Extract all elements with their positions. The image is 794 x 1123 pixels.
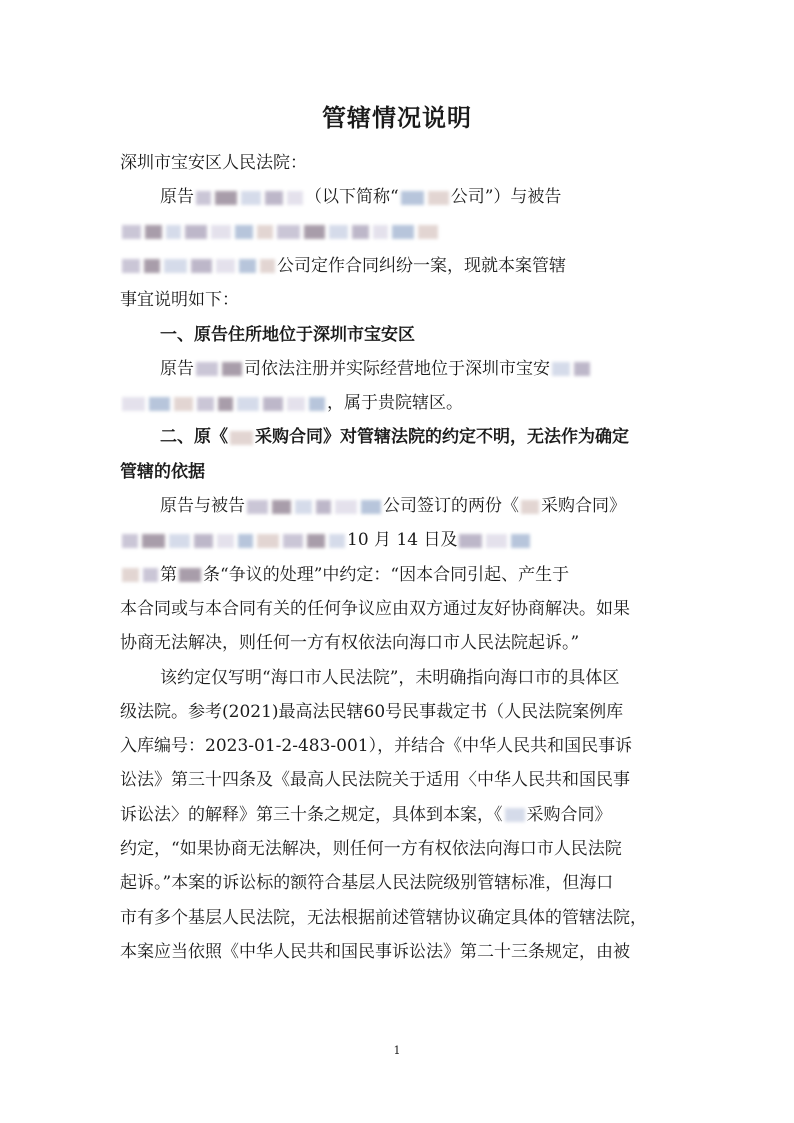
redaction-block [197,397,214,411]
redaction-block [215,191,237,205]
redaction-block [144,259,160,273]
text-line [120,386,680,420]
text-segment: 起诉。”本案的诉讼标的额符合基层人民法院级别管辖标准，但海口 [120,873,614,894]
text-segment: 第 [160,564,177,585]
text-segment: 一、原告住所地位于深圳市宝安区 [160,324,415,345]
redaction-block [222,362,242,376]
page-number: 1 [393,1044,401,1057]
redaction-block [418,225,438,239]
text-segment: 公司定作合同纠纷一案，现就本案管辖 [277,255,566,276]
redaction-block [304,225,325,239]
text-segment: 10 月 14 日及 [347,530,458,551]
text-segment: 原告 [160,187,194,208]
redaction-block [179,568,201,582]
redaction-block [142,534,165,548]
redaction-block [511,534,530,548]
text-line [120,763,680,797]
text-segment: 采购合同》对管辖法院的约定不明，无法作为确定 [255,427,629,448]
text-segment: 司依法注册并实际经营地位于深圳市宝安 [244,358,550,379]
redaction-block [373,225,388,239]
redaction-block [247,500,268,514]
text-line [120,523,680,557]
redaction-block [428,191,449,205]
redaction-block [235,225,253,239]
text-segment: 采购合同》 [541,496,626,516]
redaction-block [316,500,331,514]
text-segment: 事宜说明如下： [120,290,239,311]
redaction-block [505,808,525,822]
text-segment: 入库编号：2023-01-2-483-001），并结合《中华人民共和国民事诉 [120,736,633,757]
redaction-block [149,397,170,411]
redaction-block [459,534,482,548]
redaction-block [287,397,305,411]
redaction-block [145,225,162,239]
text-line [120,489,720,523]
text-segment: 采购合同》 [526,804,612,825]
redaction-block [218,397,233,411]
text-segment: 约定，“如果协商无法解决，则任何一方有权依法向海口市人民法院 [120,839,622,859]
redaction-block [122,397,145,411]
text-segment: 条“争议的处理”中约定：“因本合同引起、产生于 [203,564,570,585]
redaction-block [143,568,158,582]
redaction-block [239,259,256,273]
text-segment: （以下简称“ [305,187,399,208]
redaction-block [217,534,234,548]
text-segment: 二、原《 [160,427,228,448]
text-segment: 深圳市宝安区人民法院： [120,153,307,173]
text-line [120,249,680,283]
redaction-block [521,500,539,514]
text-line [120,558,680,592]
redaction-block [307,534,325,548]
redaction-block [237,397,259,411]
text-segment: 原告 [160,358,194,379]
redaction-block [486,534,507,548]
text-line [120,146,680,180]
text-segment: 诉讼法〉的解释》第三十条之规定，具体到本案，《 [120,804,503,825]
text-line [120,318,720,352]
redaction-block [185,225,207,239]
redaction-block [241,191,261,205]
text-line [120,661,720,695]
redaction-block [263,397,283,411]
redaction-block [196,362,218,376]
text-line [120,866,680,900]
redaction-block [329,225,348,239]
text-line [120,832,680,866]
redaction-block [287,191,303,205]
redaction-block [283,534,303,548]
redaction-block [361,500,381,514]
redaction-block [122,225,141,239]
text-line [120,180,720,214]
redaction-block [265,191,283,205]
text-segment: ，属于贵院辖区。 [327,393,463,414]
redaction-block [352,225,369,239]
redaction-block [401,191,424,205]
text-segment: 讼法》第三十四条及《最高人民法院关于适用〈中华人民共和国民事 [120,770,630,791]
redaction-block [238,534,253,548]
document-title: 管辖情况说明 [322,103,472,132]
text-line [120,420,720,454]
text-segment: 本合同或与本合同有关的任何争议应由双方通过友好协商解决。如果 [120,598,630,619]
redaction-block [277,225,300,239]
text-line [120,901,680,935]
redaction-block [309,397,325,411]
redaction-block [122,259,140,273]
redaction-block [164,259,187,273]
redaction-block [329,534,345,548]
text-segment: 公司签订的两份《 [383,496,519,516]
text-segment: 管辖的依据 [120,461,205,482]
text-segment: 本案应当依照《中华人民共和国民事诉讼法》第二十三条规定，由被 [120,941,630,962]
redaction-block [574,362,590,376]
text-segment: 市有多个基层人民法院，无法根据前述管辖协议确定具体的管辖法院， [120,907,647,928]
text-segment: 公司”）与被告 [450,187,562,208]
redaction-block [196,191,211,205]
redaction-block [194,534,213,548]
redaction-block [335,500,357,514]
text-line [120,729,680,763]
text-segment: 协商无法解决，则任何一方有权依法向海口市人民法院起诉。” [120,633,580,654]
redaction-block [552,362,570,376]
redaction-block [122,534,138,548]
redaction-block [257,225,273,239]
redaction-block [260,259,275,273]
redaction-block [272,500,291,514]
text-segment: 原告与被告 [160,496,245,516]
redaction-block [230,431,253,445]
text-line [120,283,680,317]
text-line [120,215,680,249]
redaction-block [295,500,312,514]
redaction-block [216,259,235,273]
text-line [120,455,680,489]
text-line [120,695,680,729]
redaction-block [191,259,212,273]
text-segment: 该约定仅写明“海口市人民法院”，未明确指向海口市的具体区 [160,667,620,688]
text-line [120,626,680,660]
redaction-block [392,225,414,239]
redaction-block [174,397,193,411]
redaction-block [257,534,279,548]
redaction-block [166,225,181,239]
redaction-block [169,534,190,548]
text-line [120,798,680,832]
text-line [120,352,720,386]
text-line [120,935,680,969]
redaction-block [211,225,231,239]
redaction-block [122,568,139,582]
text-segment: 级法院。参考(2021)最高法民辖60号民事裁定书（人民法院案例库 [120,701,624,722]
text-line [120,592,680,626]
